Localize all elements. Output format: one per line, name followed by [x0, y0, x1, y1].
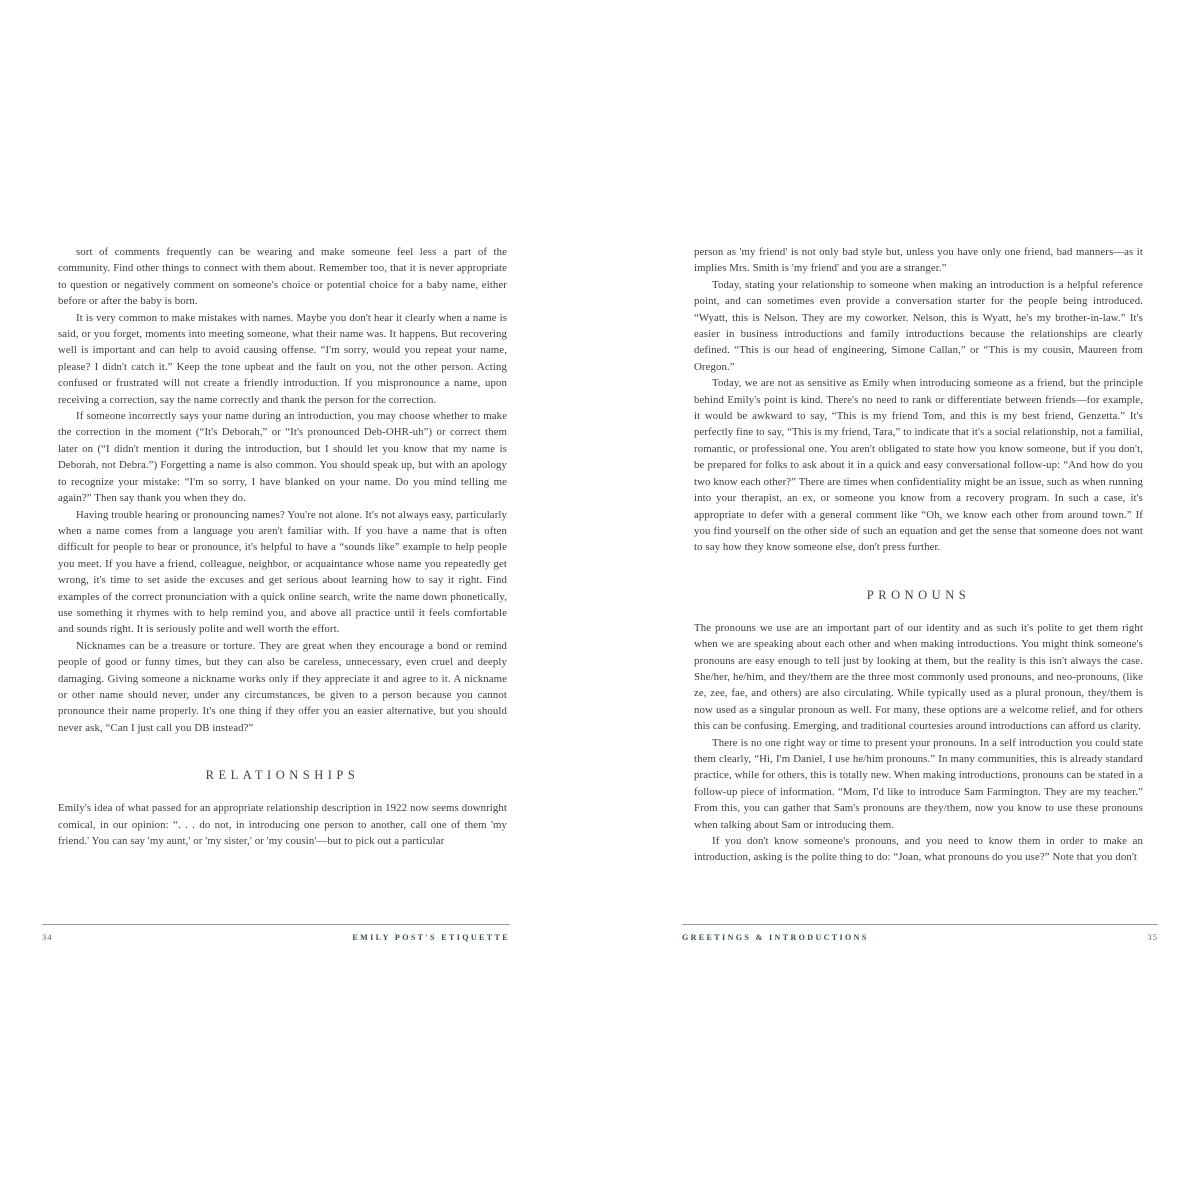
paragraph: Today, we are not as sensitive as Emily when introducing someone as a friend, but the principle behind Emily's point is kind. There's no need to rank or differentiate between friends—for example, it would be awkward to say, “This is my friend Tom, and this is my best friend, Genzetta.” It's perfectly fine to say, “This is my friend, Tara,” to indicate that it's a social relationship, not a familial, romantic, or professional one. You aren't obligated to state how you know someone, but if you don't, be prepared for folks to ask about it in a quick and easy conversational follow-up: “And how do you two know each other?” There are times when confidentiality might be an issue, such as when running into your therapist, an ex, or someone you know from a recovery program. In such a case, it's appropriate to defer with a general comment like “Oh, we know each other from around town.” If you find yourself on the other side of such an equation and get the sense that someone does not want to say how they know someone else, don't press further.: [694, 377, 1143, 554]
paragraph: sort of comments frequently can be wearing and make someone feel less a part of the community. Find other things to connect with them about. Remember too, that it is never appropriate to question or negatively comment on someone's choice or potential choice for a baby name, either before or after the baby is born.: [58, 246, 507, 308]
left-page-footer: [42, 924, 510, 942]
section-heading-pronouns: PRONOUNS: [866, 587, 971, 602]
right-page: [694, 244, 1143, 866]
paragraph: Today, stating your relationship to someone when making an introduction is a helpful reference point, and can sometimes even provide a conversation starter for the people being introduced. “Wyatt, this is Nelson. They are my coworker. Nelson, this is Wyatt, he's my brother-in-law.” It's easier in business introductions and family introductions because the relationships are clearly defined. “This is our head of engineering, Simone Callan,” or “This is my cousin, Maureen from Oregon.”: [694, 278, 1143, 373]
paragraph: There is no one right way or time to present your pronouns. In a self introduction you could state them clearly, “Hi, I'm Daniel, I use he/him pronouns.” In many communities, this is already standard practice, while for others, this is totally new. When making introductions, pronouns can be stated in a follow-up piece of information. “Mom, I'd like to introduce Sam Farmington. They are my teacher.” From this, you can gather that Sam's pronouns are they/them, now you know to use these pronouns when talking about Sam or introducing them.: [694, 736, 1143, 831]
page-number-left: 34: [42, 932, 53, 942]
running-footer-chapter-title: GREETINGS & INTRODUCTIONS: [682, 933, 869, 942]
running-footer-book-title: EMILY POST'S ETIQUETTE: [352, 933, 510, 942]
paragraph: If someone incorrectly says your name during an introduction, you may choose whether to make the correction in the moment (“It's Deborah,” or “It's pronounced Deb-OHR-uh”) or correct them later on (“I didn't mention it during the introduction, but I should let you know that my name is Deborah, not Debra.”) Forgetting a name is also common. You should speak up, but with an apology to recognize your mistake: “I'm so sorry, I have blanked on your name. Do you mind telling me again?” Then say thank you when they do.: [58, 410, 507, 505]
paragraph: If you don't know someone's pronouns, and you need to know them in order to make an introduction, asking is the polite thing to do: “Joan, what pronouns do you use?” Note that you don't: [694, 835, 1143, 864]
paragraph: person as 'my friend' is not only bad style but, unless you have only one friend, bad manners—as it implies Mrs. Smith is 'my friend' and you are a stranger.”: [694, 246, 1143, 275]
paragraph: Having trouble hearing or pronouncing names? You're not alone. It's not always easy, particularly when a name comes from a language you aren't familiar with. If you have a name that is often difficult for people to hear or pronounce, it's helpful to have a “sounds like” example to help people you meet. If you have a friend, colleague, neighbor, or acquaintance whose name you repeatedly get wrong, it's time to set aside the excuses and get serious about learning how to say it right. Find examples of the correct pronunciation with a quick online search, write the name down phonetically, use something it rhymes with to help remind you, and above all practice until it feels comfortable and sounds right. It is seriously polite and well worth the effort.: [58, 508, 507, 636]
page-number-right: 35: [1147, 932, 1158, 942]
left-page: [58, 244, 507, 849]
paragraph: The pronouns we use are an important part of our identity and as such it's polite to get them right when we are speaking about each other and when making introductions. You might think someone's pronouns are easy enough to tell just by looking at them, but the reality is this isn't always the case. She/her, he/him, and they/them are the three most commonly used pronouns, and neo-pronouns, (like ze, zee, fae, and others) are also circulating. While typically used as a plural pronoun, they/them is now used as a singular pronoun as well. For many, these options are a welcome relief, and for others this can be confusing. Emerging, and traditional courtesies around introductions can afford us clarity.: [694, 621, 1143, 733]
paragraph: Emily's idea of what passed for an appropriate relationship description in 1922 now seems downright comical, in our opinion: “. . . do not, in introducing one person to another, call one of them 'my friend.' You can say 'my aunt,' or 'my sister,' or 'my cousin'—but to pick out a particular: [58, 802, 507, 847]
section-heading-relationships: RELATIONSHIPS: [205, 768, 360, 783]
paragraph: Nicknames can be a treasure or torture. They are great when they encourage a bond or remind people of good or funny times, but they can also be careless, unnecessary, even cruel and deeply damaging. Giving someone a nickname works only if they appreciate it and agree to it. A nickname or other name should never, under any circumstances, be given to a person because you cannot pronounce their name properly. It's one thing if they offer you an easier alternative, but you should never ask, “Can I just call you DB instead?”: [58, 639, 507, 734]
paragraph: It is very common to make mistakes with names. Maybe you don't hear it clearly when a name is said, or you forget, moments into meeting someone, what their name was. It happens. But recovering well is important and can help to avoid causing offense. “I'm sorry, would you repeat your name, please? I didn't catch it.” Keep the tone upbeat and the fault on you, not the other person. Acting confused or frustrated will not create a friendly introduction. If you mispronounce a name, upon receiving a correction, say the name correctly and thank the person for the correction.: [58, 311, 507, 406]
right-page-footer: [682, 924, 1158, 942]
